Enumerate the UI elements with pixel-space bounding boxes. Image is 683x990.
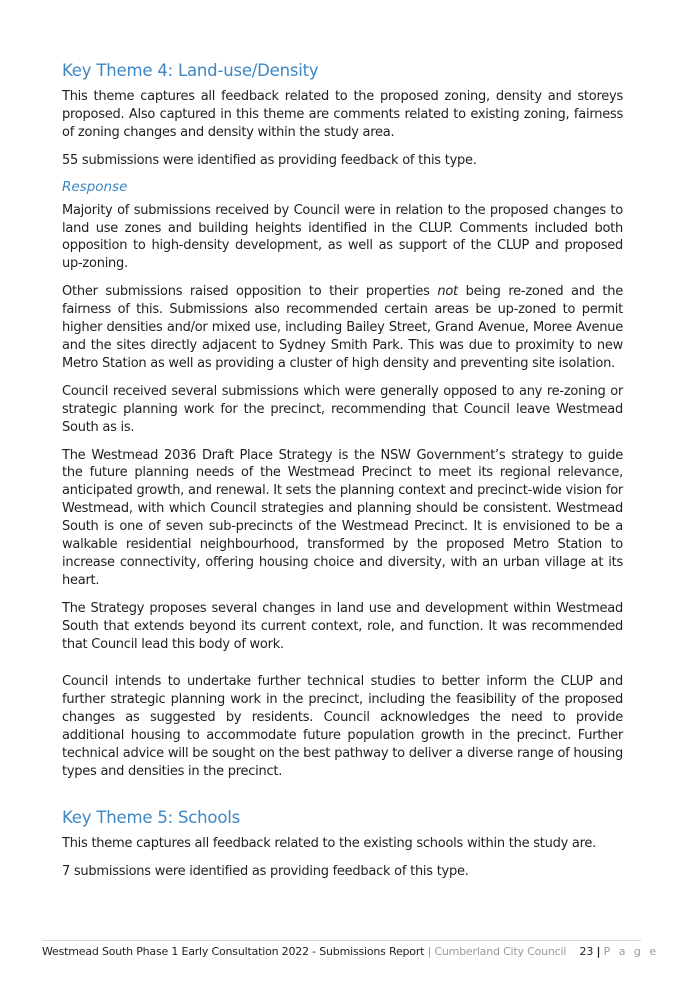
submission-count-schools: 7 submissions were identified as providing feedback of this type. (62, 863, 469, 879)
paragraph-2-text-end: being re-zoned and the fairness of this. Submissions also recommended certain areas be up-zoned to permit higher densities and/or mixed use, including Bailey Street, Grand Avenue, Moree Avenue and the sites directly adjacent to Sydney Smith Park. This was due to proximity to new Metro Station as well as providing a cluster of high density and preventing site isolation. (62, 284, 623, 371)
page-content (62, 56, 623, 881)
footer-document-title: Westmead South Phase 1 Early Consultation 2022 - Submissions Report (42, 945, 425, 958)
footer-page-bar: | (596, 945, 601, 958)
footer-page-label: P a g e (603, 945, 659, 958)
section-heading-land-use: Key Theme 4: Land-use/Density (62, 61, 319, 80)
response-paragraph-2 (62, 283, 623, 373)
submission-count-land-use: 55 submissions were identified as providing feedback of this type. (62, 152, 477, 168)
response-paragraph-5: The Strategy proposes several changes in land use and development within Westmead South that extends beyond its current context, role, and function. It was recommended that Council lead this body of work. (62, 600, 623, 652)
response-paragraph-1: Majority of submissions received by Council were in relation to the proposed changes to land use zones and building heights identified in the CLUP. Comments included both opposition to high-density development, as well as support of the CLUP and proposed up-zoning. (62, 202, 623, 272)
footer-page-number: 23 (579, 945, 594, 958)
section-intro-land-use: This theme captures all feedback related to the proposed zoning, density and storeys proposed. Also captured in this theme are comments related to existing zoning, fairness of zoning changes and density within the study area. (62, 89, 623, 140)
footer-separator: | (427, 945, 432, 958)
paragraph-2-emphasis: not (437, 284, 458, 300)
section-intro-schools: This theme captures all feedback related to the existing schools within the study are. (62, 835, 597, 851)
section-heading-schools: Key Theme 5: Schools (62, 807, 240, 827)
response-paragraph-6: Council intends to undertake further technical studies to better inform the CLUP and further strategic planning work in the precinct, including the feasibility of the proposed changes as suggested by residents. Council acknowledges the need to provide additional housing to accommodate future population growth in the precinct. Further technical advice will be sought on the best pathway to deliver a diverse range of housing types and densities in the precinct. (62, 674, 623, 779)
response-paragraph-4: The Westmead 2036 Draft Place Strategy is the NSW Government’s strategy to guide the future planning needs of the Westmead Precinct to meet its regional relevance, anticipated growth, and renewal. It sets the planning context and precinct-wide vision for Westmead, with which Council strategies and planning should be consistent. Westmead South is one of seven sub-precincts of the Westmead Precinct. It is envisioned to be a walkable residential neighbourhood, transformed by the proposed Metro Station to increase connectivity, offering housing choice and diversity, with an urban village at its heart. (62, 447, 623, 588)
page-footer (42, 940, 659, 959)
paragraph-2-text-start: Other submissions raised opposition to their properties (62, 284, 438, 300)
footer-organisation: Cumberland City Council (434, 945, 567, 958)
response-paragraph-3: Council received several submissions which were generally opposed to any re-zoning or strategic planning work for the precinct, recommending that Council leave Westmead South as is. (62, 383, 623, 435)
response-heading: Response (62, 178, 128, 195)
